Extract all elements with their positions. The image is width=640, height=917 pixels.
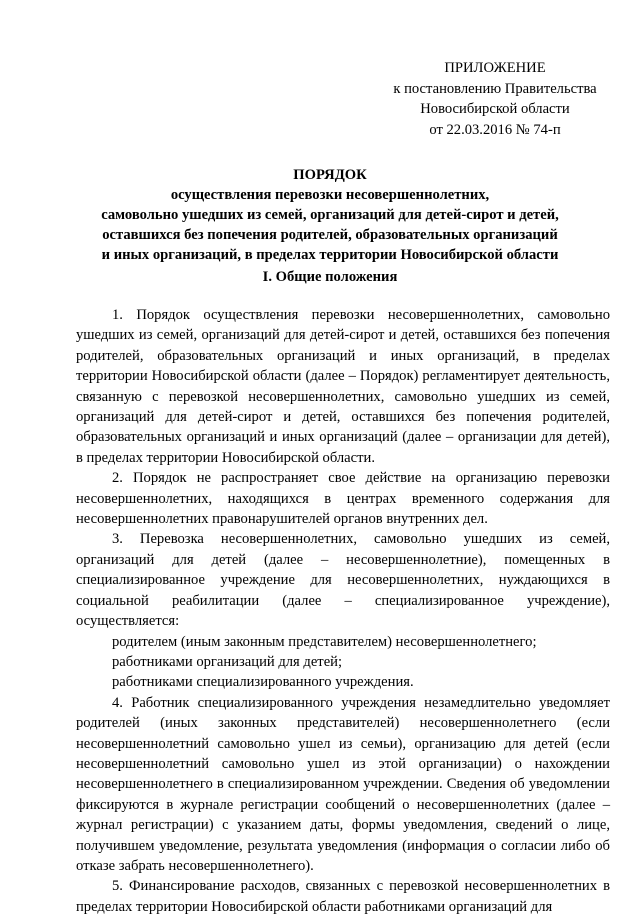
section-heading: I. Общие положения: [262, 269, 398, 285]
document-body: [76, 305, 610, 917]
title-line: оставшихся без попечения родителей, образовательных организаций: [102, 227, 558, 243]
paragraph-2: 2. Порядок не распространяет свое действие на организацию перевозки несовершеннолетних, находящихся в центрах временного содержания для несовершеннолетних правонарушителей органов внутренних дел.: [76, 470, 610, 528]
appendix-region-line: Новосибирской области: [420, 101, 570, 117]
paragraph-1: 1. Порядок осуществления перевозки несовершеннолетних, самовольно ушедших из семей, организаций для детей-сирот и детей, оставшихся без попечения родителей, образовательных организаций и иных организаций, в пределах территории Новосибирской области (далее – Порядок) регламентирует деятельность, связанную с перевозкой несовершеннолетних, самовольно ушедших из семей, организаций для детей-сирот и детей, оставшихся без попечения родителей, образовательных организаций и иных организаций (далее – организации для детей), в пределах территории Новосибирской области.: [76, 307, 610, 466]
appendix-ref-line: к постановлению Правительства: [393, 80, 597, 97]
list-item: работниками организаций для детей;: [112, 653, 343, 670]
title-line: осуществления перевозки несовершеннолетних,: [170, 187, 490, 203]
appendix-label: ПРИЛОЖЕНИЕ: [444, 60, 546, 76]
paragraph-4: 4. Работник специализированного учреждения незамедлительно уведомляет родителей (иных законных представителей) несовершеннолетнего (если несовершеннолетний самовольно ушел из семьи), организацию для детей (если несовершеннолетний самовольно ушел из этой организации) о нахождении несовершеннолетнего в специализированном учреждении. Сведения об уведомлении фиксируются в журнале регистрации сообщений о несовершеннолетних (далее – журнал регистрации) с указанием даты, формы уведомления, сведений о лице, получившем уведомление, результата уведомления (информация о согласии либо об отказе забрать несовершеннолетнего).: [76, 694, 610, 874]
paragraph-3: 3. Перевозка несовершеннолетних, самовольно ушедших из семей, организаций для детей (далее – несовершеннолетние), помещенных в специализированное учреждение для несовершеннолетних, нуждающихся в социальной реабилитации (далее – специализированное учреждение), осуществляется:: [76, 531, 610, 630]
appendix-header: [380, 58, 610, 140]
appendix-date-line: от 22.03.2016 № 74-п: [429, 121, 561, 138]
paragraph-5: 5. Финансирование расходов, связанных с перевозкой несовершеннолетних в пределах территории Новосибирской области работниками организаций для: [76, 878, 610, 915]
title-line: самовольно ушедших из семей, организаций для детей-сирот и детей,: [101, 207, 559, 223]
list-item: работниками специализированного учреждения.: [112, 674, 414, 691]
title-main: ПОРЯДОК: [293, 167, 367, 183]
title-line: и иных организаций, в пределах территории Новосибирской области: [101, 247, 559, 263]
document-title: [60, 165, 600, 265]
list-item: родителем (иным законным представителем) несовершеннолетнего;: [112, 633, 537, 650]
